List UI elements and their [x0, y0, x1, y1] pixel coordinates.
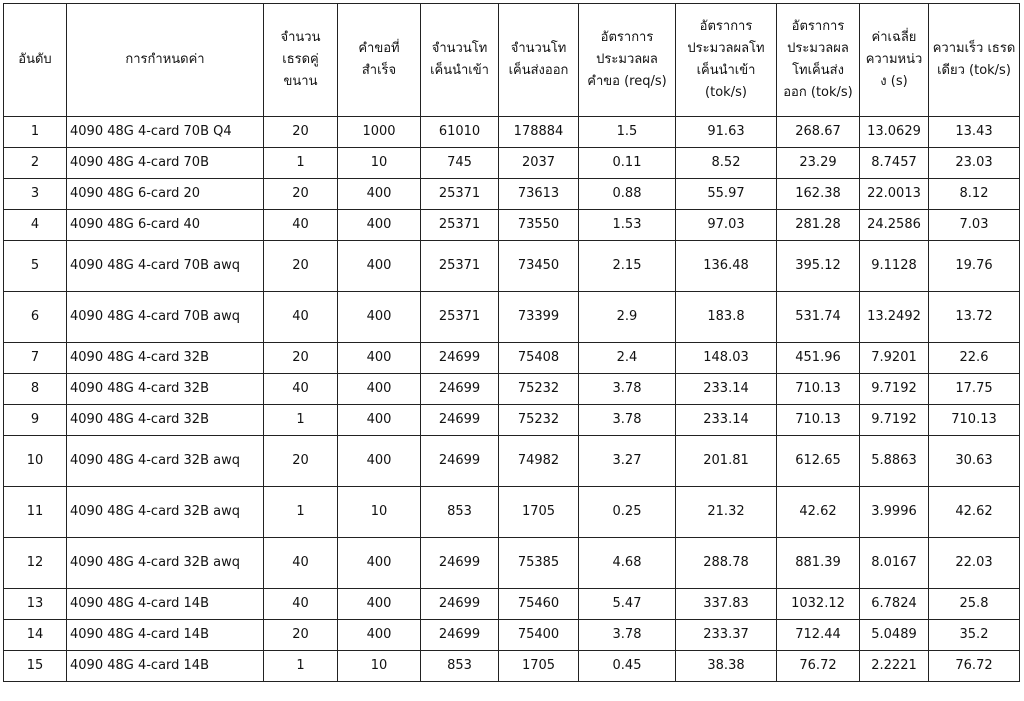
header-cell: การกำหนดค่า: [67, 4, 264, 117]
value-cell: 9.1128: [860, 241, 929, 292]
value-cell: 1.5: [579, 117, 676, 148]
value-cell: 4.68: [579, 538, 676, 589]
value-cell: 9.7192: [860, 405, 929, 436]
header-cell: อันดับ: [4, 4, 67, 117]
value-cell: 136.48: [676, 241, 777, 292]
value-cell: 6.7824: [860, 589, 929, 620]
header-cell: จำนวนโท เค็นนำเข้า: [421, 4, 499, 117]
value-cell: 13.72: [929, 292, 1020, 343]
table-row: [4, 620, 1020, 651]
rank-cell: 3: [4, 179, 67, 210]
value-cell: 76.72: [929, 651, 1020, 682]
value-cell: 1.53: [579, 210, 676, 241]
value-cell: 400: [338, 292, 421, 343]
value-cell: 853: [421, 487, 499, 538]
table-row: [4, 343, 1020, 374]
value-cell: 8.52: [676, 148, 777, 179]
value-cell: 40: [264, 589, 338, 620]
value-cell: 288.78: [676, 538, 777, 589]
value-cell: 1000: [338, 117, 421, 148]
value-cell: 13.43: [929, 117, 1020, 148]
header-row: [4, 4, 1020, 117]
value-cell: 400: [338, 241, 421, 292]
table-row: [4, 292, 1020, 343]
value-cell: 17.75: [929, 374, 1020, 405]
value-cell: 25371: [421, 241, 499, 292]
value-cell: 8.12: [929, 179, 1020, 210]
value-cell: 162.38: [777, 179, 860, 210]
value-cell: 5.0489: [860, 620, 929, 651]
value-cell: 9.7192: [860, 374, 929, 405]
value-cell: 20: [264, 343, 338, 374]
table-row: [4, 436, 1020, 487]
value-cell: 3.78: [579, 374, 676, 405]
config-cell: 4090 48G 4-card 32B awq: [67, 538, 264, 589]
value-cell: 75400: [499, 620, 579, 651]
value-cell: 97.03: [676, 210, 777, 241]
config-cell: 4090 48G 4-card 70B: [67, 148, 264, 179]
value-cell: 451.96: [777, 343, 860, 374]
value-cell: 178884: [499, 117, 579, 148]
value-cell: 710.13: [929, 405, 1020, 436]
value-cell: 20: [264, 179, 338, 210]
value-cell: 710.13: [777, 374, 860, 405]
value-cell: 400: [338, 179, 421, 210]
value-cell: 1032.12: [777, 589, 860, 620]
value-cell: 8.0167: [860, 538, 929, 589]
value-cell: 2.4: [579, 343, 676, 374]
rank-cell: 8: [4, 374, 67, 405]
value-cell: 400: [338, 538, 421, 589]
value-cell: 73399: [499, 292, 579, 343]
value-cell: 73550: [499, 210, 579, 241]
value-cell: 712.44: [777, 620, 860, 651]
value-cell: 23.03: [929, 148, 1020, 179]
value-cell: 3.9996: [860, 487, 929, 538]
header-cell: จำนวนโท เค็นส่งออก: [499, 4, 579, 117]
table-row: [4, 179, 1020, 210]
value-cell: 24.2586: [860, 210, 929, 241]
table-row: [4, 117, 1020, 148]
value-cell: 1705: [499, 487, 579, 538]
header-cell: ค่าเฉลี่ย ความหน่ว ง (s): [860, 4, 929, 117]
value-cell: 337.83: [676, 589, 777, 620]
value-cell: 400: [338, 343, 421, 374]
header-cell: ความเร็ว เธรดเดียว (tok/s): [929, 4, 1020, 117]
value-cell: 42.62: [777, 487, 860, 538]
value-cell: 531.74: [777, 292, 860, 343]
value-cell: 40: [264, 210, 338, 241]
config-cell: 4090 48G 4-card 32B: [67, 374, 264, 405]
value-cell: 20: [264, 436, 338, 487]
config-cell: 4090 48G 4-card 70B awq: [67, 292, 264, 343]
header-cell: คำขอที่ สำเร็จ: [338, 4, 421, 117]
value-cell: 25.8: [929, 589, 1020, 620]
value-cell: 35.2: [929, 620, 1020, 651]
value-cell: 745: [421, 148, 499, 179]
value-cell: 3.78: [579, 405, 676, 436]
value-cell: 3.27: [579, 436, 676, 487]
value-cell: 400: [338, 374, 421, 405]
rank-cell: 14: [4, 620, 67, 651]
value-cell: 233.14: [676, 374, 777, 405]
rank-cell: 10: [4, 436, 67, 487]
value-cell: 1: [264, 148, 338, 179]
value-cell: 2.2221: [860, 651, 929, 682]
value-cell: 2.15: [579, 241, 676, 292]
rank-cell: 15: [4, 651, 67, 682]
value-cell: 22.03: [929, 538, 1020, 589]
value-cell: 710.13: [777, 405, 860, 436]
value-cell: 395.12: [777, 241, 860, 292]
rank-cell: 4: [4, 210, 67, 241]
value-cell: 0.45: [579, 651, 676, 682]
value-cell: 30.63: [929, 436, 1020, 487]
rank-cell: 9: [4, 405, 67, 436]
value-cell: 40: [264, 374, 338, 405]
rank-cell: 11: [4, 487, 67, 538]
value-cell: 10: [338, 487, 421, 538]
config-cell: 4090 48G 4-card 32B: [67, 405, 264, 436]
value-cell: 281.28: [777, 210, 860, 241]
value-cell: 1: [264, 651, 338, 682]
value-cell: 400: [338, 620, 421, 651]
value-cell: 0.11: [579, 148, 676, 179]
table-row: [4, 405, 1020, 436]
table-row: [4, 487, 1020, 538]
value-cell: 40: [264, 538, 338, 589]
table-row: [4, 538, 1020, 589]
header-cell: อัตราการ ประมวลผลโท เค็นนำเข้า (tok/s): [676, 4, 777, 117]
value-cell: 0.88: [579, 179, 676, 210]
value-cell: 10: [338, 148, 421, 179]
value-cell: 1: [264, 405, 338, 436]
value-cell: 74982: [499, 436, 579, 487]
value-cell: 201.81: [676, 436, 777, 487]
value-cell: 38.38: [676, 651, 777, 682]
value-cell: 7.9201: [860, 343, 929, 374]
table-row: [4, 148, 1020, 179]
value-cell: 25371: [421, 179, 499, 210]
value-cell: 75408: [499, 343, 579, 374]
config-cell: 4090 48G 6-card 40: [67, 210, 264, 241]
value-cell: 0.25: [579, 487, 676, 538]
value-cell: 24699: [421, 620, 499, 651]
table-row: [4, 374, 1020, 405]
config-cell: 4090 48G 4-card 14B: [67, 620, 264, 651]
table-body: [4, 117, 1020, 682]
value-cell: 25371: [421, 292, 499, 343]
value-cell: 400: [338, 436, 421, 487]
value-cell: 5.8863: [860, 436, 929, 487]
benchmark-table: [3, 3, 1020, 682]
benchmark-table-container: [3, 3, 1020, 682]
value-cell: 61010: [421, 117, 499, 148]
value-cell: 23.29: [777, 148, 860, 179]
value-cell: 13.2492: [860, 292, 929, 343]
value-cell: 91.63: [676, 117, 777, 148]
value-cell: 24699: [421, 589, 499, 620]
value-cell: 400: [338, 589, 421, 620]
value-cell: 24699: [421, 374, 499, 405]
table-row: [4, 210, 1020, 241]
value-cell: 75232: [499, 374, 579, 405]
value-cell: 268.67: [777, 117, 860, 148]
value-cell: 76.72: [777, 651, 860, 682]
value-cell: 13.0629: [860, 117, 929, 148]
value-cell: 24699: [421, 405, 499, 436]
value-cell: 8.7457: [860, 148, 929, 179]
value-cell: 22.0013: [860, 179, 929, 210]
config-cell: 4090 48G 4-card 32B awq: [67, 487, 264, 538]
rank-cell: 12: [4, 538, 67, 589]
value-cell: 7.03: [929, 210, 1020, 241]
value-cell: 73450: [499, 241, 579, 292]
value-cell: 183.8: [676, 292, 777, 343]
value-cell: 10: [338, 651, 421, 682]
value-cell: 40: [264, 292, 338, 343]
value-cell: 1705: [499, 651, 579, 682]
config-cell: 4090 48G 4-card 70B awq: [67, 241, 264, 292]
value-cell: 75232: [499, 405, 579, 436]
config-cell: 4090 48G 4-card 14B: [67, 589, 264, 620]
value-cell: 24699: [421, 538, 499, 589]
value-cell: 148.03: [676, 343, 777, 374]
header-cell: อัตราการ ประมวลผล คำขอ (req/s): [579, 4, 676, 117]
value-cell: 22.6: [929, 343, 1020, 374]
value-cell: 853: [421, 651, 499, 682]
rank-cell: 7: [4, 343, 67, 374]
value-cell: 42.62: [929, 487, 1020, 538]
config-cell: 4090 48G 4-card 32B awq: [67, 436, 264, 487]
value-cell: 73613: [499, 179, 579, 210]
config-cell: 4090 48G 4-card 70B Q4: [67, 117, 264, 148]
value-cell: 20: [264, 241, 338, 292]
value-cell: 19.76: [929, 241, 1020, 292]
value-cell: 24699: [421, 436, 499, 487]
value-cell: 21.32: [676, 487, 777, 538]
value-cell: 20: [264, 117, 338, 148]
rank-cell: 5: [4, 241, 67, 292]
rank-cell: 2: [4, 148, 67, 179]
rank-cell: 6: [4, 292, 67, 343]
value-cell: 5.47: [579, 589, 676, 620]
value-cell: 75460: [499, 589, 579, 620]
value-cell: 75385: [499, 538, 579, 589]
table-row: [4, 651, 1020, 682]
value-cell: 25371: [421, 210, 499, 241]
config-cell: 4090 48G 4-card 32B: [67, 343, 264, 374]
value-cell: 2.9: [579, 292, 676, 343]
value-cell: 612.65: [777, 436, 860, 487]
value-cell: 1: [264, 487, 338, 538]
table-row: [4, 589, 1020, 620]
header-cell: อัตราการ ประมวลผล โทเค็นส่ง ออก (tok/s): [777, 4, 860, 117]
value-cell: 400: [338, 210, 421, 241]
value-cell: 55.97: [676, 179, 777, 210]
value-cell: 233.37: [676, 620, 777, 651]
value-cell: 3.78: [579, 620, 676, 651]
value-cell: 2037: [499, 148, 579, 179]
value-cell: 20: [264, 620, 338, 651]
value-cell: 881.39: [777, 538, 860, 589]
config-cell: 4090 48G 4-card 14B: [67, 651, 264, 682]
header-cell: จำนวน เธรดคู่ ขนาน: [264, 4, 338, 117]
rank-cell: 13: [4, 589, 67, 620]
rank-cell: 1: [4, 117, 67, 148]
config-cell: 4090 48G 6-card 20: [67, 179, 264, 210]
value-cell: 400: [338, 405, 421, 436]
table-row: [4, 241, 1020, 292]
value-cell: 24699: [421, 343, 499, 374]
value-cell: 233.14: [676, 405, 777, 436]
